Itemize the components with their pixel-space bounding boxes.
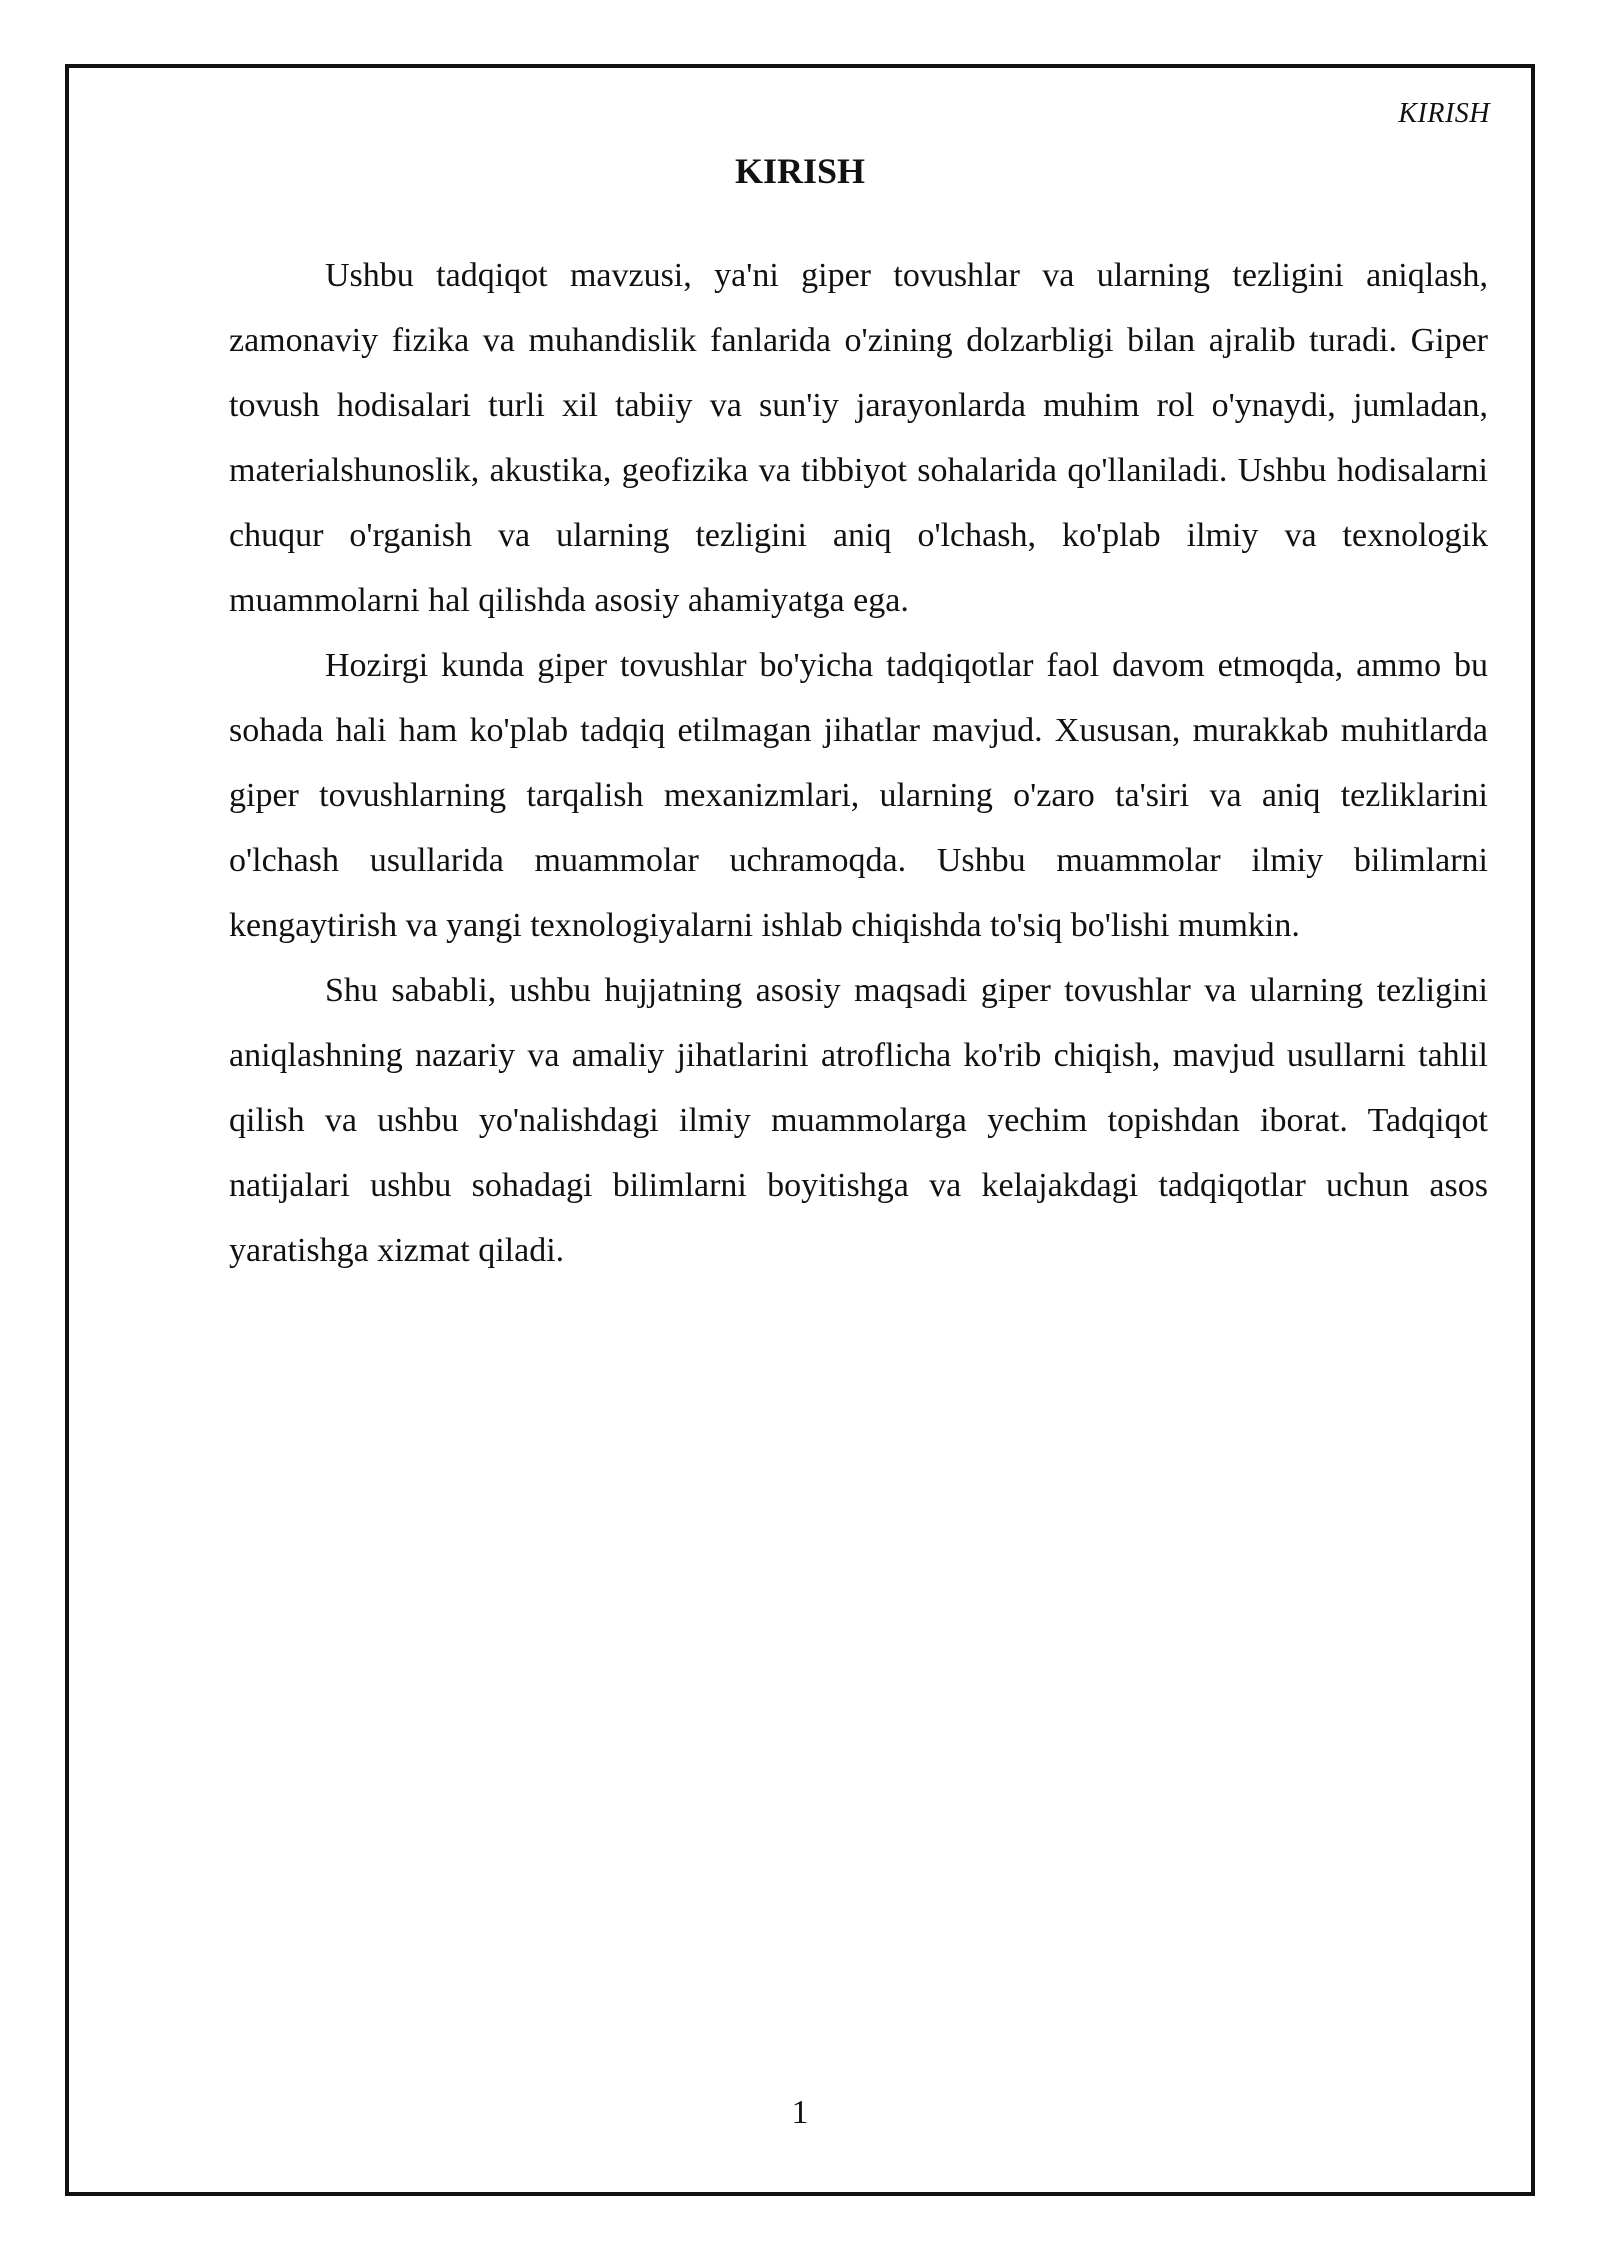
body-text bbox=[229, 243, 1488, 1283]
page-number: 1 bbox=[791, 2094, 809, 2131]
paragraph: Hozirgi kunda giper tovushlar bo'yicha tadqiqotlar faol davom etmoqda, ammo bu sohada hali ham ko'plab tadqiq etilmagan jihatlar mavjud. Xususan, murakkab muhitlarda giper tovushlarning tarqalish mexanizmlari, ularning o'zaro ta'siri va aniq tezliklarini o'lchash usullarida muammolar uchramoqda. Ushbu muammolar ilmiy bilimlarni kengaytirish va yangi texnologiyalarni ishlab chiqishda to'siq bo'lishi mumkin. bbox=[229, 647, 1488, 944]
paragraph: Shu sababli, ushbu hujjatning asosiy maqsadi giper tovushlar va ularning tezligini aniqlashning nazariy va amaliy jihatlarini atroflicha ko'rib chiqish, mavjud usullarni tahlil qilish va ushbu yo'nalishdagi ilmiy muammolarga yechim topishdan iborat. Tadqiqot natijalari ushbu sohadagi bilimlarni boyitishga va kelajakdagi tadqiqotlar uchun asos yaratishga xizmat qiladi. bbox=[229, 972, 1488, 1269]
running-header: KIRISH bbox=[1398, 98, 1490, 129]
page-title: KIRISH bbox=[734, 151, 866, 191]
paragraph: Ushbu tadqiqot mavzusi, ya'ni giper tovushlar va ularning tezligini aniqlash, zamonaviy fizika va muhandislik fanlarida o'zining dolzarbligi bilan ajralib turadi. Giper tovush hodisalari turli xil tabiiy va sun'iy jarayonlarda muhim rol o'ynaydi, jumladan, materialshunoslik, akustika, geofizika va tibbiyot sohalarida qo'llaniladi. Ushbu hodisalarni chuqur o'rganish va ularning tezligini aniq o'lchash, ko'plab ilmiy va texnologik muammolarni hal qilishda asosiy ahamiyatga ega. bbox=[229, 257, 1488, 619]
